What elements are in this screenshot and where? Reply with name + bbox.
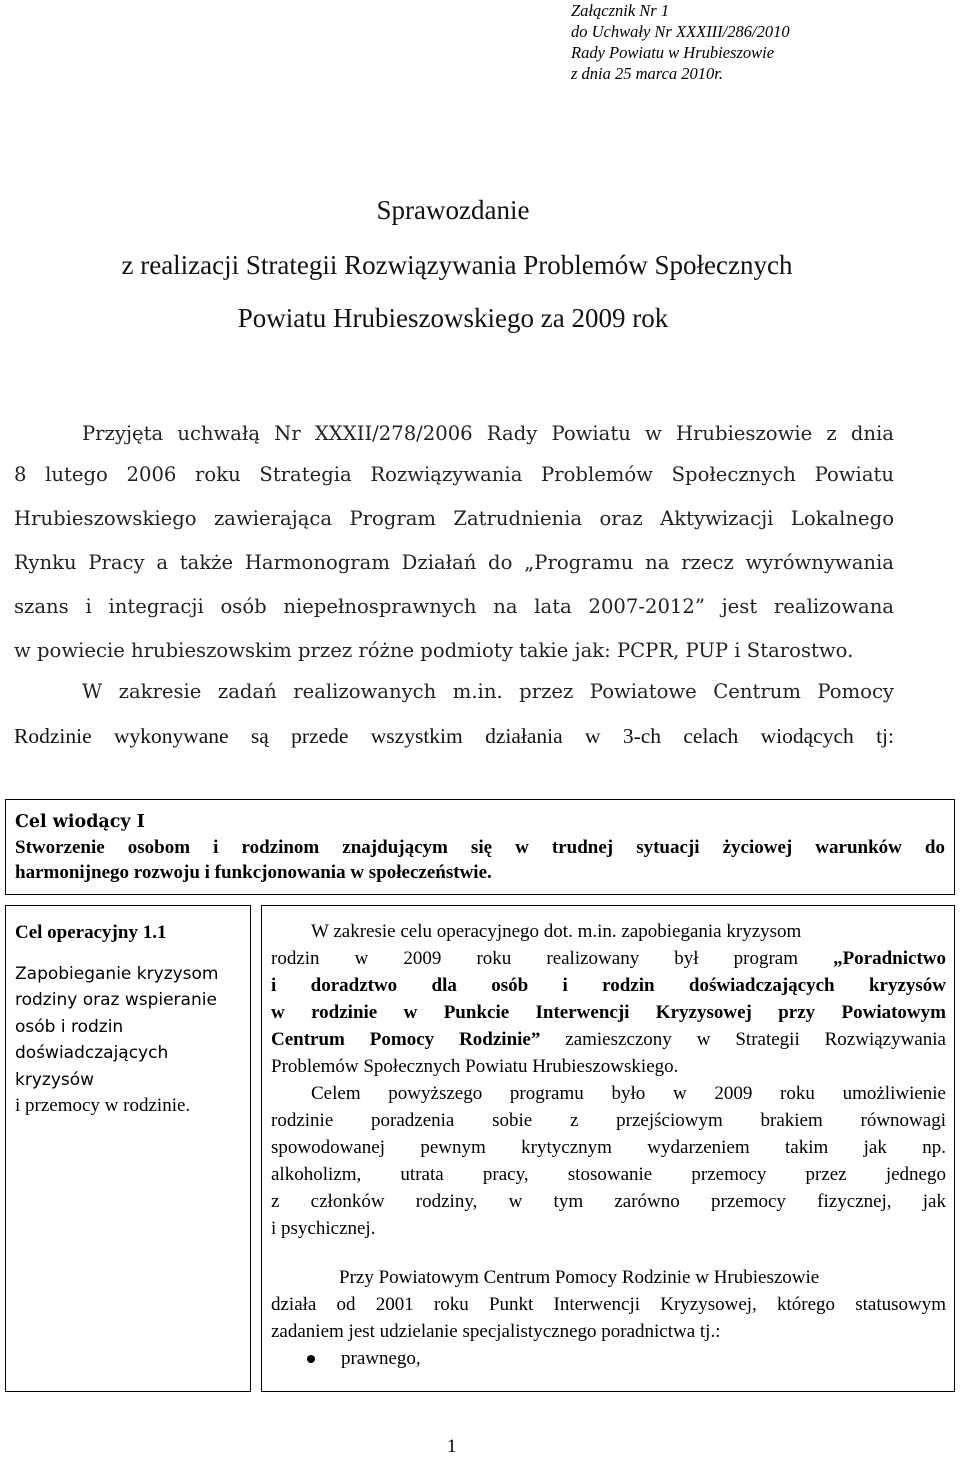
intro-line: Rynku Pracy a także Harmonogram Działań do „Programu na rzecz wyrównywania bbox=[14, 551, 894, 574]
bullet-item bbox=[271, 1345, 946, 1372]
goal-text: Stworzenie osobom i rodzinom znajdującym się w trudnej sytuacji życiowej warunków do bbox=[15, 837, 945, 858]
intro-line: szans i integracji osób niepełnosprawnych na lata 2007-2012” jest realizowana bbox=[14, 595, 894, 618]
annex-line: Załącznik Nr 1 bbox=[571, 1, 670, 20]
description-line: W zakresie celu operacyjnego dot. m.in. zapobiegania kryzysom bbox=[311, 921, 802, 942]
description-line: rodzin w 2009 roku realizowany był program „Poradnictwo bbox=[271, 948, 946, 969]
description-line: Celem powyższego programu było w 2009 roku umożliwienie bbox=[311, 1083, 946, 1104]
operational-goal-line: osób i rodzin bbox=[15, 1016, 124, 1037]
description-line: i doradztwo dla osób i rodzin doświadczających kryzysów bbox=[271, 975, 946, 996]
goal-heading: Cel wiodący I bbox=[15, 812, 145, 832]
page-number: 1 bbox=[447, 1436, 457, 1457]
description-line: i psychicznej. bbox=[271, 1218, 376, 1239]
annex-line: Rady Powiatu w Hrubieszowie bbox=[571, 43, 775, 62]
description-box bbox=[261, 905, 955, 1392]
intro-line: 8 lutego 2006 roku Strategia Rozwiązywania Problemów Społecznych Powiatu bbox=[14, 463, 894, 486]
document-title: Sprawozdanie bbox=[376, 195, 530, 225]
description-line: Centrum Pomocy Rodzinie” zamieszczony w Strategii Rozwiązywania bbox=[271, 1029, 946, 1050]
operational-goal-text bbox=[15, 961, 241, 1120]
operational-goal-line: kryzysów bbox=[15, 1069, 95, 1090]
intro-line: w powiecie hrubieszowskim przez różne podmioty takie jak: PCPR, PUP i Starostwo. bbox=[14, 639, 854, 662]
intro-line: Przyjęta uchwałą Nr XXXII/278/2006 Rady Powiatu w Hrubieszowie z dnia bbox=[82, 422, 894, 445]
annex-line: z dnia 25 marca 2010r. bbox=[571, 64, 724, 83]
description-line: Przy Powiatowym Centrum Pomocy Rodzinie w Hrubieszowie bbox=[339, 1267, 820, 1288]
description-line: działa od 2001 roku Punkt Interwencji Kryzysowej, którego statusowym bbox=[271, 1294, 946, 1315]
description-line: z członków rodziny, w tym zarówno przemocy fizycznej, jak bbox=[271, 1191, 946, 1212]
annex-header bbox=[571, 0, 790, 84]
description-line: rodzinie poradzenia sobie z przejściowym brakiem równowagi bbox=[271, 1110, 946, 1131]
bullet-text: prawnego, bbox=[341, 1348, 421, 1369]
description-line: zadaniem jest udzielanie specjalistycznego poradnictwa tj.: bbox=[271, 1321, 721, 1342]
bullet-icon bbox=[307, 1355, 315, 1363]
operational-goal-line: doświadczających bbox=[15, 1043, 169, 1063]
operational-goal-heading: Cel operacyjny 1.1 bbox=[15, 922, 167, 943]
description-line: spowodowanej pewnym krytycznym wydarzeniem takim jak np. bbox=[271, 1137, 946, 1158]
description-line: w rodzinie w Punkcie Interwencji Kryzysowej przy Powiatowym bbox=[271, 1002, 946, 1023]
document-subtitle: z realizacji Strategii Rozwiązywania Problemów Społecznych bbox=[121, 250, 793, 280]
operational-goal-box bbox=[5, 905, 251, 1392]
description-line: alkoholizm, utrata pracy, stosowanie przemocy przez jednego bbox=[271, 1164, 946, 1185]
operational-goal-line: Zapobieganie kryzysom bbox=[15, 963, 219, 984]
intro-line: W zakresie zadań realizowanych m.in. przez Powiatowe Centrum Pomocy bbox=[82, 680, 894, 703]
operational-goal-line: i przemocy w rodzinie. bbox=[15, 1095, 191, 1116]
operational-goal-line: rodziny oraz wspieranie bbox=[15, 990, 217, 1010]
goal-text: harmonijnego rozwoju i funkcjonowania w społeczeństwie. bbox=[15, 862, 492, 883]
document-subtitle: Powiatu Hrubieszowskiego za 2009 rok bbox=[237, 303, 669, 333]
annex-line: do Uchwały Nr XXXIII/286/2010 bbox=[571, 22, 790, 41]
lead-goal-box bbox=[5, 799, 955, 895]
description-line: Problemów Społecznych Powiatu Hrubieszowskiego. bbox=[271, 1056, 679, 1077]
intro-line: Hrubieszowskiego zawierająca Program Zatrudnienia oraz Aktywizacji Lokalnego bbox=[14, 507, 894, 530]
intro-line: Rodzinie wykonywane są przede wszystkim działania w 3-ch celach wiodących tj: bbox=[14, 724, 894, 748]
